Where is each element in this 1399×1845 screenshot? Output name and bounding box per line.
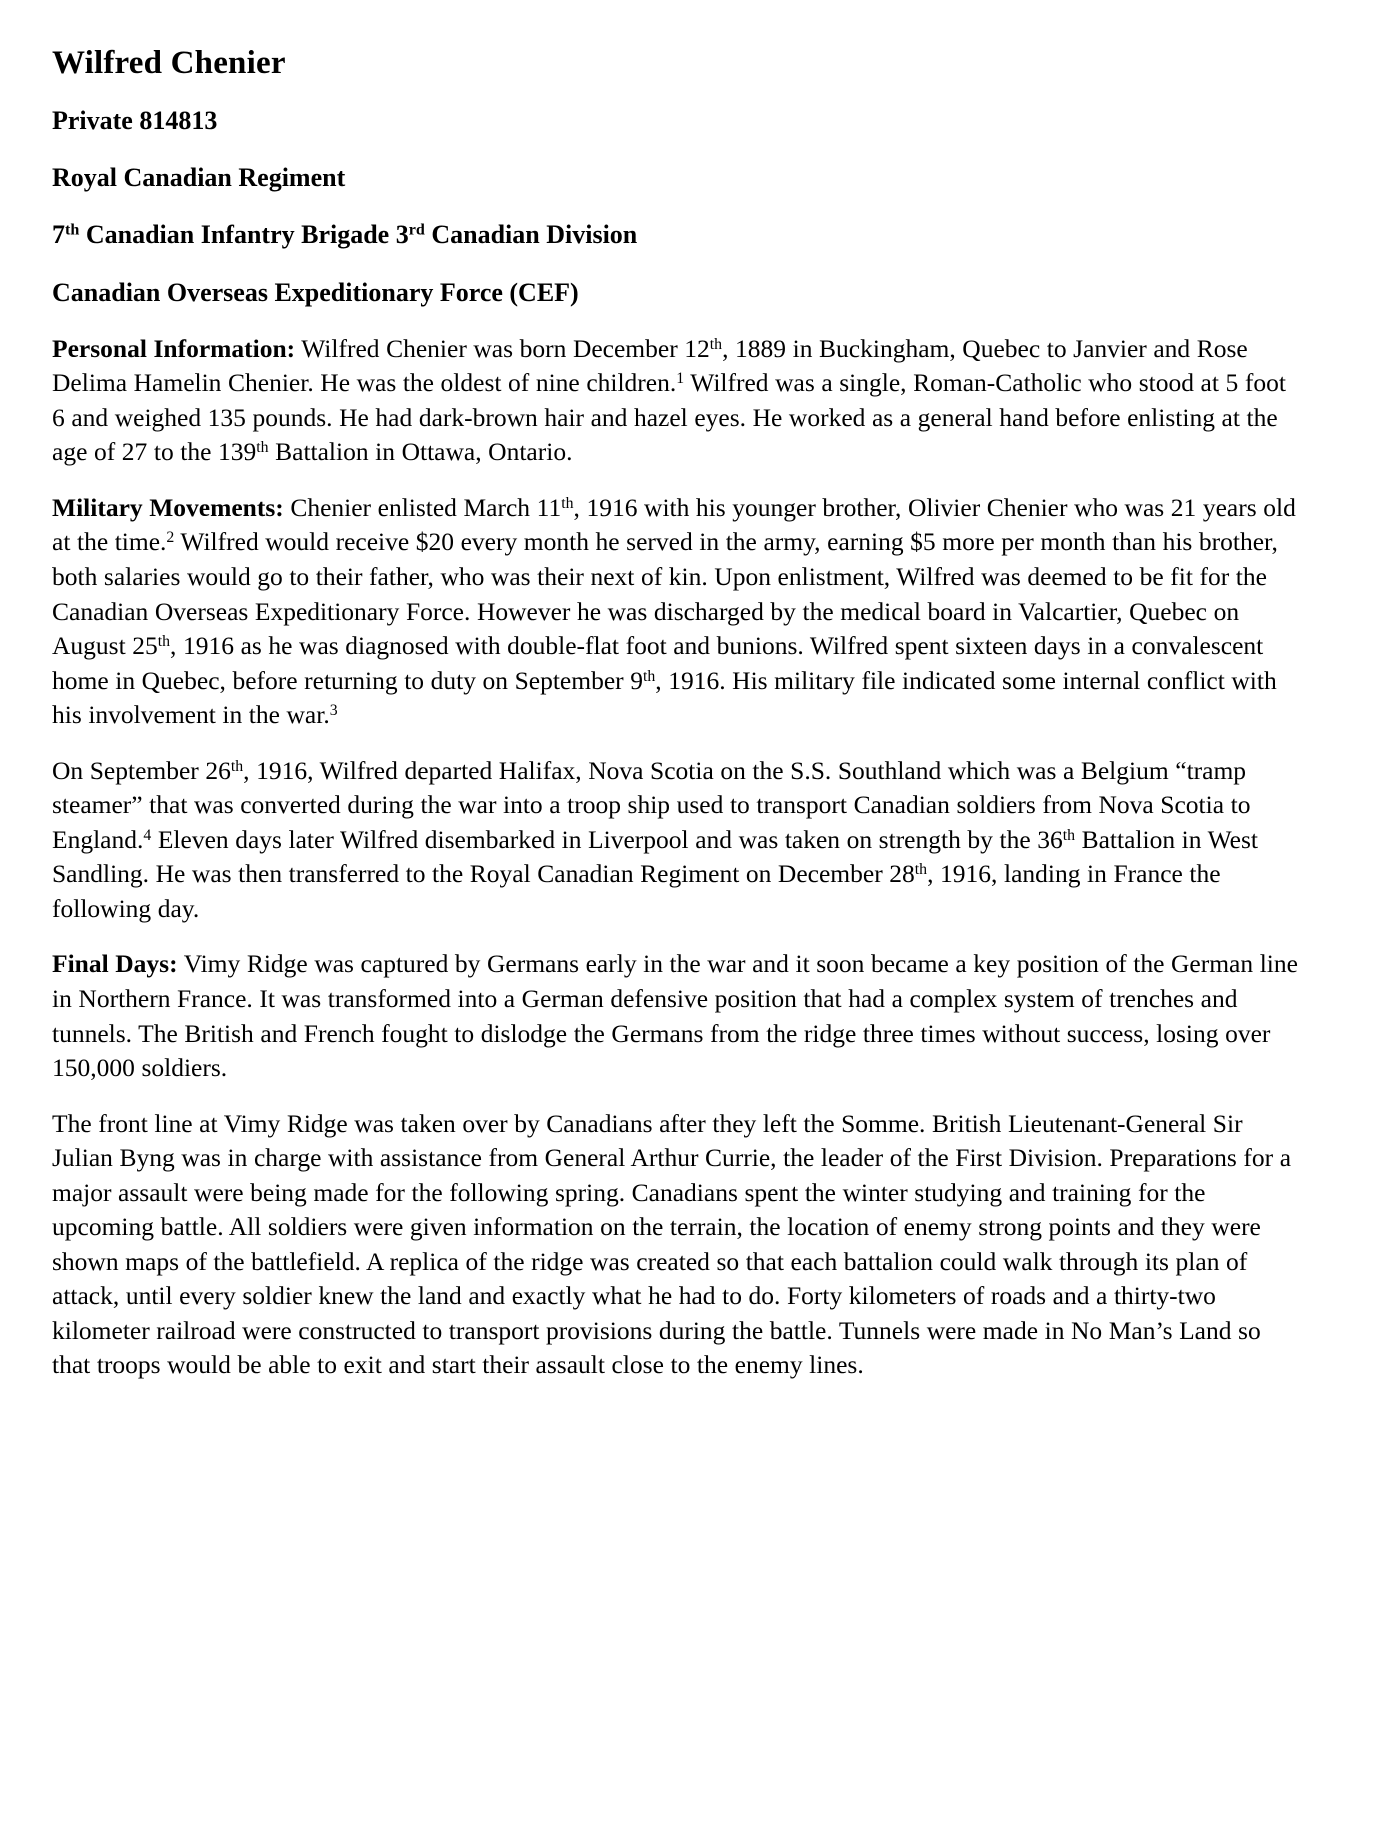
personal-information-text-4: Battalion in Ottawa, Ontario.: [268, 437, 573, 467]
personal-information-text-2: , 1889 in Buckingham, Quebec to Janvier and Rose Delima Hamelin Chenier. He was the oldest of nine children.: [52, 333, 1248, 398]
brigade-ordinal-suffix: th: [65, 221, 80, 239]
military-movements-text-3: Wilfred would receive $20 every month he served in the army, earning $5 more per month than his brother, both salaries would go to their father, who was their next of kin. Upon enlistment, Wilfred was deemed to be fit for the Canadian Overseas Expeditionary Force. However he was discharged by the medical board in Valcartier, Quebec on August 25: [52, 527, 1278, 661]
battalion-36-ordinal: th: [1062, 826, 1076, 844]
transfer-date-ordinal: th: [914, 861, 928, 879]
enlistment-date-ordinal: th: [561, 494, 574, 512]
footnote-marker-4: 4: [143, 826, 152, 844]
voyage-text-4: Battalion in West Sandling. He was then transferred to the Royal Canadian Regiment on December 28: [52, 824, 1258, 889]
personal-information-text-3: Wilfred was a single, Roman-Catholic who stood at 5 foot 6 and weighed 135 pounds. He had dark-brown hair and hazel eyes. He worked as a general hand before enlisting at the age of 27 to the 139: [52, 368, 1286, 467]
regiment-name: Royal Canadian Regiment: [52, 163, 346, 193]
paragraph-personal-information: [52, 332, 1303, 470]
personal-information-text-1: Wilfred Chenier was born December 12: [295, 333, 710, 363]
personal-information-label: Personal Information:: [52, 333, 296, 363]
paragraph-preparations: The front line at Vimy Ridge was taken over by Canadians after they left the Somme. British Lieutenant-General Sir Julian Byng was in charge with assistance from General Arthur Currie, the leader of the First Division. Preparations for a major assault were being made for the following spring. Canadians spent the winter studying and training for the upcoming battle. All soldiers were given information on the terrain, the location of enemy strong points and they were shown maps of the battlefield. A replica of the ridge was created so that each battalion could walk through its plan of attack, until every soldier knew the land and exactly what he had to do. Forty kilometers of roads and a thirty-two kilometer railroad were constructed to transport provisions during the battle. Tunnels were made in No Man’s Land so that troops would be able to exit and start their assault close to the enemy lines.: [52, 1108, 1292, 1380]
discharge-date-ordinal: th: [157, 632, 171, 650]
division-number: 3: [395, 220, 409, 250]
footnote-marker-1: 1: [676, 370, 685, 388]
rank-and-service-number: Private 814813: [52, 105, 218, 135]
voyage-text-3: Eleven days later Wilfred disembarked in Liverpool and was taken on strength by the 36: [151, 824, 1063, 854]
paragraph-voyage: [52, 754, 1303, 927]
paragraph-military-movements: [52, 491, 1303, 733]
birth-date-ordinal: th: [709, 335, 723, 353]
force-name: Canadian Overseas Expeditionary Force (CEF): [52, 277, 579, 307]
final-days-label: Final Days:: [52, 949, 178, 979]
footnote-marker-3: 3: [329, 701, 338, 719]
brigade-and-division: [52, 219, 1303, 250]
military-movements-text-4: , 1916 as he was diagnosed with double-flat foot and bunions. Wilfred spent sixteen days in a convalescent home in Quebec, before returning to duty on September 9: [52, 631, 1264, 695]
division-label: Canadian Division: [424, 220, 638, 250]
battalion-ordinal: th: [256, 439, 269, 457]
voyage-text-5: , 1916, landing in France the following day.: [52, 859, 1221, 923]
paragraph-final-days: [52, 947, 1303, 1085]
brigade-label: Canadian Infantry Brigade: [79, 220, 396, 250]
military-movements-text-5: , 1916. His military file indicated some internal conflict with his involvement in the war.: [52, 665, 1277, 730]
military-movements-text-1: Chenier enlisted March 11: [283, 492, 562, 522]
brigade-number: 7: [52, 220, 65, 250]
military-movements-label: Military Movements:: [52, 492, 284, 522]
departure-date-ordinal: th: [230, 757, 244, 775]
final-days-text: Vimy Ridge was captured by Germans early in the war and it soon became a key position of the German line in Northern France. It was transformed into a German defensive position that had a complex system of trenches and tunnels. The British and French fought to dislodge the Germans from the ridge three times without success, losing over 150,000 soldiers.: [52, 949, 1298, 1083]
return-date-ordinal: th: [642, 667, 656, 685]
voyage-text-1: On September 26: [52, 755, 231, 785]
voyage-text-2: , 1916, Wilfred departed Halifax, Nova Scotia on the S.S. Southland which was a Belgium “tramp steamer” that was converted during the war into a troop ship used to transport Canadian soldiers from Nova Scotia to England.: [52, 755, 1251, 854]
footnote-marker-2: 2: [166, 529, 175, 547]
division-ordinal-suffix: rd: [408, 221, 425, 239]
page-title: Wilfred Chenier: [52, 45, 286, 81]
military-movements-text-2: , 1916 with his younger brother, Olivier Chenier who was 21 years old at the time.: [52, 492, 1296, 557]
